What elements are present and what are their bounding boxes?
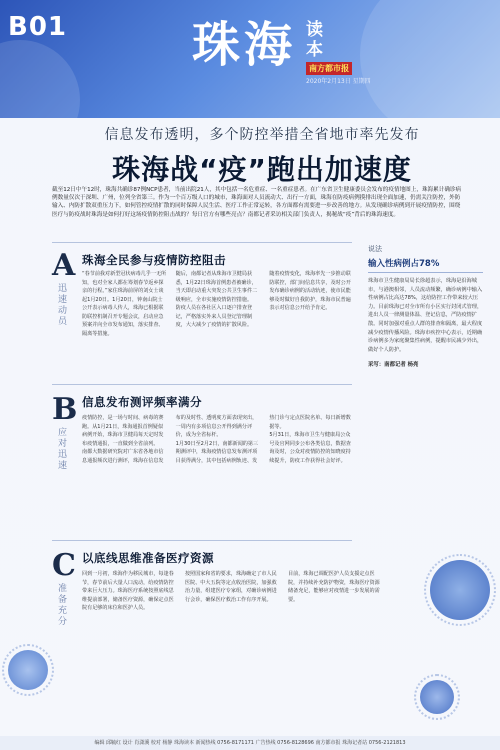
byline: 采写：南都记者 杨亮 bbox=[368, 362, 419, 369]
section-heading: 珠海全民参与疫情防控阻击 bbox=[82, 253, 226, 267]
section-body bbox=[82, 270, 354, 378]
section-letter: C bbox=[52, 548, 76, 583]
section-heading: 信息发布测评频率满分 bbox=[82, 395, 202, 409]
paragraph: 防疫人员在各社区入口逐户排查登记，严格落实外来人员登记管理制度，大大减少了疫情的扩散风险。 bbox=[175, 305, 253, 328]
paragraph: 随后，南都记者从珠海市卫健局获悉，1月22日珠海首例患者被确诊，当天即启动重大突发公共卫生事件二级响应，全市实施疫情防控措施。 bbox=[175, 271, 258, 303]
section-letter: A bbox=[52, 248, 76, 283]
section-divider bbox=[52, 242, 352, 243]
section-heading: 以底线思维准备医疗资源 bbox=[82, 551, 214, 565]
section-body bbox=[82, 570, 382, 692]
issue-date: 2020年2月13日 星期四 bbox=[306, 78, 371, 85]
paragraph: 目前，珠海已调配医护人员支援定点医院，并持续补充防护物资，珠海医疗资源储备充足，能够应对疫情进一步发展的需要。 bbox=[288, 571, 380, 603]
newspaper-logo: 南方都市报 bbox=[306, 62, 352, 75]
section-body bbox=[82, 414, 354, 532]
paragraph: 5月31日，珠海市卫生与健康局公众号及官网同步公布各类信息，数据查询及时，公众对疫情防控的知晓度持续提升，防疫工作获得社会好评。 bbox=[269, 432, 351, 464]
section-tag: 迅速动员 bbox=[58, 284, 68, 327]
paragraph: 回到一月初，珠海作为移民城市，每逢春节，春节前后大量人口流动，给疫情防控带来巨大压力。珠海医疗系统按照底线思维提前部署，储备医疗资源，确保定点医院有足够的床位和医护人员。 bbox=[82, 571, 174, 611]
sidebar-body: 珠海市卫生健康局局长徐超表示，珠海是沿海城市，与港澳相邻，人员流动频繁，确诊病例中输入性病例占比高达78%，这给防控工作带来较大压力。目前珠海已对全市所有小区实行封闭式管理，进出人员一律测量体温、登记信息，严防疫情扩散。同时加强对重点人群的排查和隔离，最大程度减少疫情传播风险。珠海市疾控中心表示，近期确诊病例多为家庭聚集性病例，提醒市民减少外出，做好个人防护。 bbox=[368, 278, 483, 353]
page-footer: 编辑 邱毓红 设计 肖潇溪 校对 杨静 珠海读本 新闻热线 0756-8171171 广告热线 0756-8128696 南方都市报 珠海记者站 0756-2121813 bbox=[0, 736, 500, 750]
sidebar-heading: 输入性病例占78% bbox=[368, 257, 483, 273]
section-divider bbox=[52, 540, 352, 541]
lead-paragraph: 截至12日中午12时，珠海共确诊87例NCP患者，当前出院21人，其中包括一名危重症、一名重症患者。在广东省卫生健康委员会发布的疫情地图上，珠海累计确诊病例数量仅次于深圳、广州，位列全省第三。作为一个百万级人口的城市，珠海面对人员流动大、出行一方面，珠海在防疫病例摸排出现全面加速，仍需关注防控，外防输入、内防扩散双重压力下，如何管控疫情扩散的同时保障人民生活、医疗工作正常运转，各方面都有需要进一步改善的地方。从发现确诊病例到开展疫情防控，围绕医疗与防疫战时珠海是如何打好这场疫情防控阻击战的？每日官方有哪些亮点？南都记者采访相关部门负责人，揭秘战“疫”背后的珠海速度。 bbox=[52, 187, 462, 218]
paragraph: 南都大数据研究院对广东省各地市信息通报频次进行测评，珠海在信息发布的及时性、透明度方面表现突出，一周内有多项信息公开得到满分评价，成为全省标杆。 bbox=[82, 415, 258, 464]
paragraph: 疫情防控，是一场与时间、病毒的赛跑。从1月21日，珠海通报首例疑似病例开始，珠海市卫健局每天定时发布疫情通报，一直做到全省前列。 bbox=[82, 415, 164, 447]
paragraph: 按照国家和省的要求，珠海确定了市人民医院、中大五院等定点收治医院，加强救治力量，组建医疗专家组，对确诊病例进行会诊，确保医疗救治工作有序开展。 bbox=[185, 571, 277, 603]
kicker: 信息发布透明，多个防控举措全省地市率先发布 bbox=[104, 127, 420, 143]
section-title: 珠海 bbox=[192, 17, 297, 73]
headline: 珠海战“疫”跑出加速度 bbox=[112, 153, 412, 186]
paragraph: “春节前我对新型冠状病毒几乎一无所知，也对全家人都在筹划春节返乡探亲的行程。”家住珠海前屏的刘女士谈起1月20日。1月20日，钟南山院士公开表示病毒人传人，珠海已根据联防联控机制召开专题会议，启动应急预案并向全市发布通知，落实排查、隔离等措施。 bbox=[82, 271, 167, 337]
paragraph: 随着疫情变化，珠海率先一步推动联防联控，部门间信息共享，及时公开发布确诊病例的活动轨迹，使市民能够及时做好自我防护，珠海市民普遍表示对信息公开给予肯定。 bbox=[269, 271, 351, 311]
paragraph: 1月30日至2月2日，南都新闻的第三期测评中，珠海疫情信息发布测评项目获得满分，其中包括病例轨迹、发热门诊与定点医院名单、每日新增数据等。 bbox=[175, 415, 351, 464]
sidebar-label: 说法 bbox=[368, 245, 382, 253]
virus-icon bbox=[420, 680, 454, 714]
section-letter: B bbox=[52, 392, 78, 427]
sidebar-box bbox=[368, 244, 483, 604]
virus-icon bbox=[8, 650, 48, 690]
masthead bbox=[0, 0, 500, 118]
decor-circle bbox=[360, 0, 500, 118]
page-code: B01 bbox=[8, 12, 67, 42]
section-tag: 应对迅速 bbox=[58, 428, 68, 471]
section-subtitle: 读本 bbox=[306, 20, 323, 60]
decor-circle bbox=[0, 40, 80, 118]
section-divider bbox=[52, 384, 352, 385]
section-tag: 准备充分 bbox=[58, 584, 68, 627]
